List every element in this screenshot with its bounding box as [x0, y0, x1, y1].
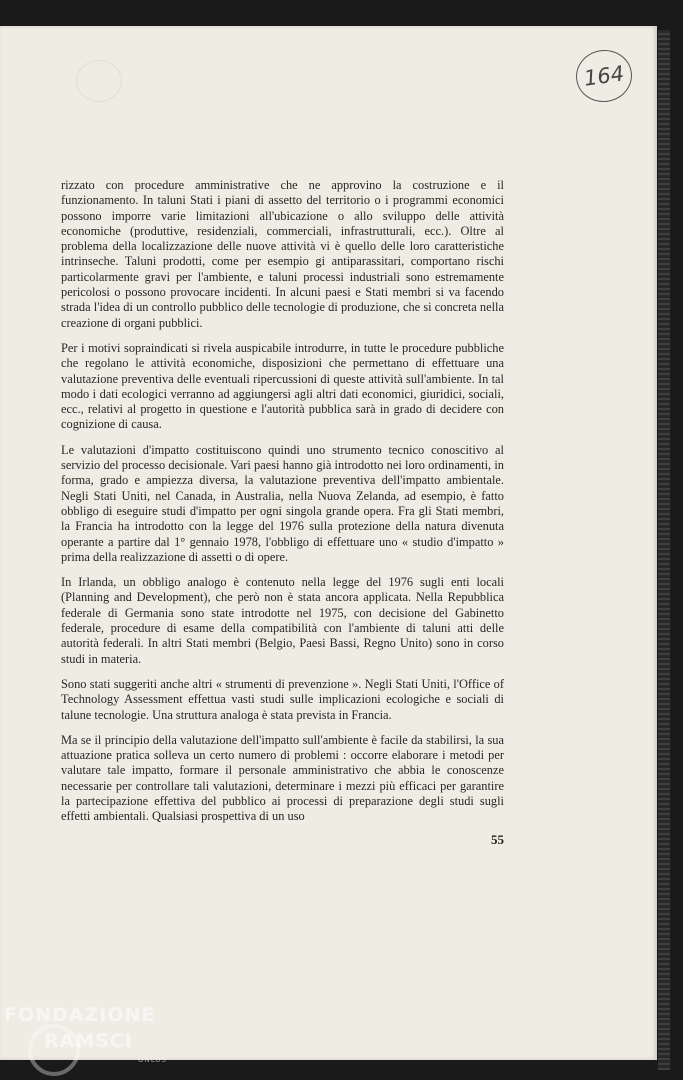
- paragraph-4: In Irlanda, un obbligo analogo è contenuto nella legge del 1976 sugli enti locali (Planning and Development), che però non è stata ancora applicata. Nella Repubblica federale di Germania sono state introdotte nel 1975, con decisione del Gabinetto federale, procedure di esame della compatibilità con l'ambiente di taluni atti delle autorità federali. In altri Stati membri (Belgio, Paesi Bassi, Regno Unito) sono in corso studi in materia.: [61, 575, 504, 666]
- faint-stamp: [76, 60, 122, 102]
- watermark-line-2: RAMSCI: [44, 1030, 133, 1052]
- paragraph-1: rizzato con procedure amministrative che ne approvino la costruzione e il funzionamento. In taluni Stati i piani di assetto del territorio o i programmi economici possono imporre varie limitazioni all'ubicazione o allo sviluppo delle attività economiche (produttive, residenziali, commerciali, infrastrutturali, ecc.). Oltre al problema della localizzazione delle nuove attività vi è quello delle loro caratteristiche intrinseche. Taluni prodotti, come per esempio gi antiparassitari, comportano rischi particolarmente gravi per l'ambiente, e taluni processi industriali sono estremamente pericolosi o possono provocare incidenti. In alcuni paesi e Stati membri si va facendo strada l'idea di un controllo pubblico delle tecnologie di produzione, che si concreta nella creazione di organi pubblici.: [61, 178, 504, 330]
- paragraph-3: Le valutazioni d'impatto costituiscono quindi uno strumento tecnico conoscitivo al servizio del processo decisionale. Vari paesi hanno già introdotto nei loro ordinamenti, in forma, grado e ampiezza diversa, la valutazione preventiva dell'impatto ambientale. Negli Stati Uniti, nel Canada, in Australia, nella Nuova Zelanda, ad esempio, è fatto obbligo di eseguire studi d'impatto per ogni singola grande opera. Fra gli Stati membri, la Francia ha introdotto con la legge del 1976 sulla protezione della natura divenuta operante a partire dal 1° gennaio 1978, l'obbligo di effettuare uno « studio d'impatto » prima della realizzazione di assetti o di opere.: [61, 442, 504, 564]
- fondazione-gramsci-watermark: [4, 1004, 174, 1076]
- archive-number-stamp: 164: [573, 46, 636, 105]
- paragraph-6: Ma se il principio della valutazione dell'impatto sull'ambiente è facile da stabilirsi, la sua attuazione pratica solleva un certo numero di problemi : occorre elaborare i metodi per valutare tale impatto, formare il personale amministrativo che abbia le conoscenze necessarie per controllare tali valutazioni, determinare i mezzi più efficaci per garantire la partecipazione effettiva del pubblico ai processi di preparazione degli studi sugli effetti ambientali. Qualsiasi prospettiva di un uso: [61, 732, 504, 824]
- watermark-line-1: FONDAZIONE: [4, 1004, 156, 1026]
- paragraph-2: Per i motivi sopraindicati si rivela auspicabile introdurre, in tutte le procedure pubbliche che regolano le attività economiche, disposizioni che permettano di effettuare una valutazione preventiva delle eventuali ripercussioni di queste attività sull'ambiente. In tal modo i dati ecologici verranno ad aggiungersi agli altri dati economici, giuridici, sociali, ecc., relativi al progetto in questione e l'autorità pubblica sarà in grado di decidere con cognizione di causa.: [61, 340, 504, 432]
- watermark-line-3: ONLUS: [138, 1056, 167, 1064]
- paragraph-5: Sono stati suggeriti anche altri « strumenti di prevenzione ». Negli Stati Uniti, l'Office of Technology Assessment effettua vasti studi sulle implicazioni ecologiche e sociali di talune tecnologie. Una struttura analoga è stata prevista in Francia.: [61, 676, 504, 722]
- page-number: 55: [491, 832, 504, 847]
- binding-edge: [658, 30, 670, 1070]
- body-text: [61, 178, 504, 835]
